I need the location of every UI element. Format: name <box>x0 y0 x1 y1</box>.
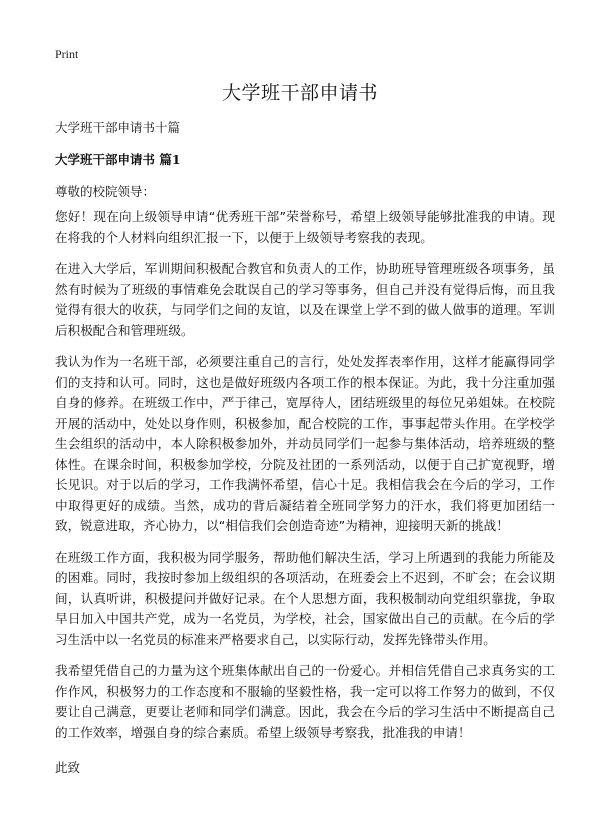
letter-body <box>55 207 555 754</box>
paragraph-2: 在进入大学后，军训期间积极配合教官和负责人的工作，协助班导管理班级各项事务，虽然有时候为了班级的事情难免会耽误自己的学习等事务，但自己并没有觉得后悔，而且我觉得有很大的收获，与同学们之间的友谊，以及在课堂上学不到的做人做事的道理。军训后积极配合和管理班级。 <box>55 261 555 338</box>
paragraph-3: 我认为作为一名班干部，必须要注重自己的言行，处处发挥表率作用，这样才能赢得同学们的支持和认可。同时，这也是做好班级内各项工作的根本保证。为此，我十分注重加强自身的修养。在班级工作中，严于律己，宽厚待人，团结班级里的每位兄弟姐妹。在校院开展的活动中，处处以身作则，积极参加，配合校院的工作，事事起带头作用。在学校学生会组织的活动中，本人除积极参加外，并动员同学们一起参与集体活动，培养班级的整体性。在课余时间，积极参加学校，分院及社团的一系列活动，以便于自己扩宽视野，增长见识。对于以后的学习，工作我满怀希望，信心十足。我相信我会在今后的学习，工作中取得更好的成绩。当然，成功的背后凝结着全班同学努力的汗水，我们将更加团结一致，锐意进取，齐心协力，以“相信我们会创造奇迹”为精神，迎接明天新的挑战！ <box>55 354 555 533</box>
paragraph-5: 我希望凭借自己的力量为这个班集体献出自己的一份爱心。并相信凭借自己求真务实的工作作风，积极努力的工作态度和不服输的坚毅性格，我一定可以将工作努力的做到，不仅要让自己满意，更要让老师和同学们满意。因此，我会在今后的学习生活中不断提高自己的工作效率，增强自身的综合素质。希望上级领导考察我，批准我的申请！ <box>55 663 555 740</box>
salutation: 尊敬的校院领导： <box>55 184 156 199</box>
page-title: 大学班干部申请书 <box>221 82 378 104</box>
paragraph-4: 在班级工作方面，我积极为同学服务，帮助他们解决生活，学习上所遇到的我能力所能及的困难。同时，我按时参加上级组织的各项活动，在班委会上不迟到，不旷会；在会议期间，认真听讲，积极提问并做好记录。在个人思想方面，我积极制动向党组织靠拢，争取早日加入中国共产党，成为一名党员，为学校，社会，国家做出自己的贡献。在今后的学习生活中以一名党员的标准来严格要求自己，以实际行动，发挥先锋带头作用。 <box>55 549 555 647</box>
paragraph-1: 您好！现在向上级领导申请“优秀班干部”荣誉称号，希望上级领导能够批准我的申请。现在将我的个人材料向组织汇报一下，以便于上级领导考察我的表现。 <box>55 209 555 245</box>
closing-text: 此致 <box>55 760 81 775</box>
document-subtitle: 大学班干部申请书十篇 <box>55 120 181 135</box>
section-heading: 大学班干部申请书 篇1 <box>55 152 181 167</box>
print-link[interactable]: Print <box>55 47 79 61</box>
